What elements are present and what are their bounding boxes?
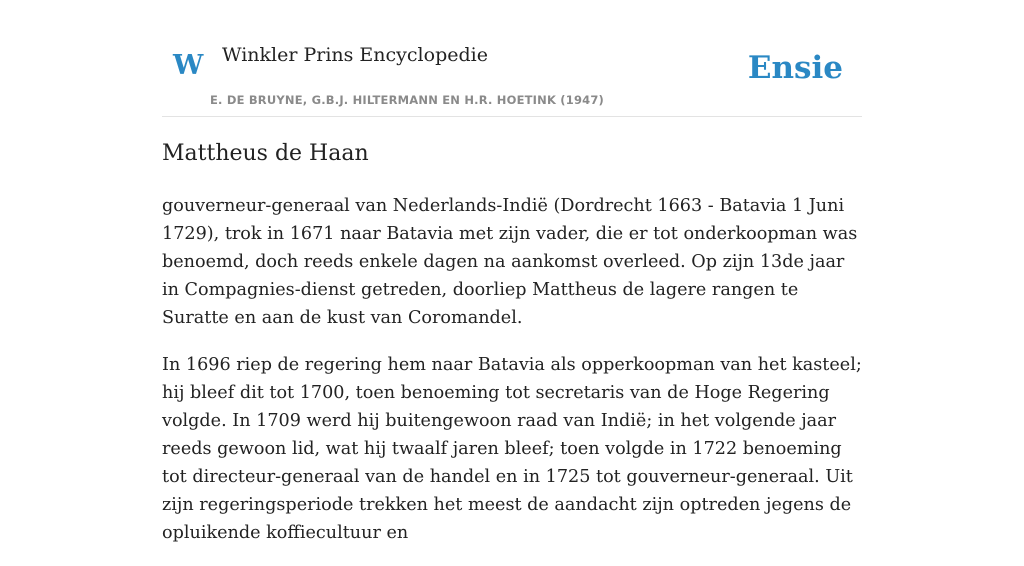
article-body <box>162 192 866 566</box>
article-paragraph: gouverneur-generaal van Nederlands-Indië (Dordrecht 1663 - Batavia 1 Juni 1729), trok in 1671 naar Batavia met zijn vader, die er tot onderkoopman was benoemd, doch reeds enkele dagen na aankomst overleed. Op zijn 13de jaar in Compagnies-dienst getreden, doorliep Mattheus de lagere rangen te Suratte en aan de kust van Coromandel. <box>162 196 858 328</box>
winkler-prins-logo[interactable]: W <box>173 50 204 81</box>
page-header <box>162 0 862 117</box>
article-title: Mattheus de Haan <box>162 141 369 166</box>
source-title[interactable]: Winkler Prins Encyclopedie <box>222 44 488 66</box>
ensie-logo[interactable]: Ensie <box>747 50 843 86</box>
source-authors: E. DE BRUYNE, G.B.J. HILTERMANN EN H.R. HOETINK (1947) <box>210 93 605 107</box>
article-paragraph: In 1696 riep de regering hem naar Batavia als opperkoopman van het kasteel; hij bleef dit tot 1700, toen benoeming tot secretaris van de Hoge Regering volgde. In 1709 werd hij buitengewoon raad van Indië; in het volgende jaar reeds gewoon lid, wat hij twaalf jaren bleef; toen volgde in 1722 benoeming tot directeur-generaal van de handel en in 1725 tot gouverneur-generaal. Uit zijn regeringsperiode trekken het meest de aandacht zijn optreden jegens de opluikende koffiecultuur en <box>162 355 862 543</box>
